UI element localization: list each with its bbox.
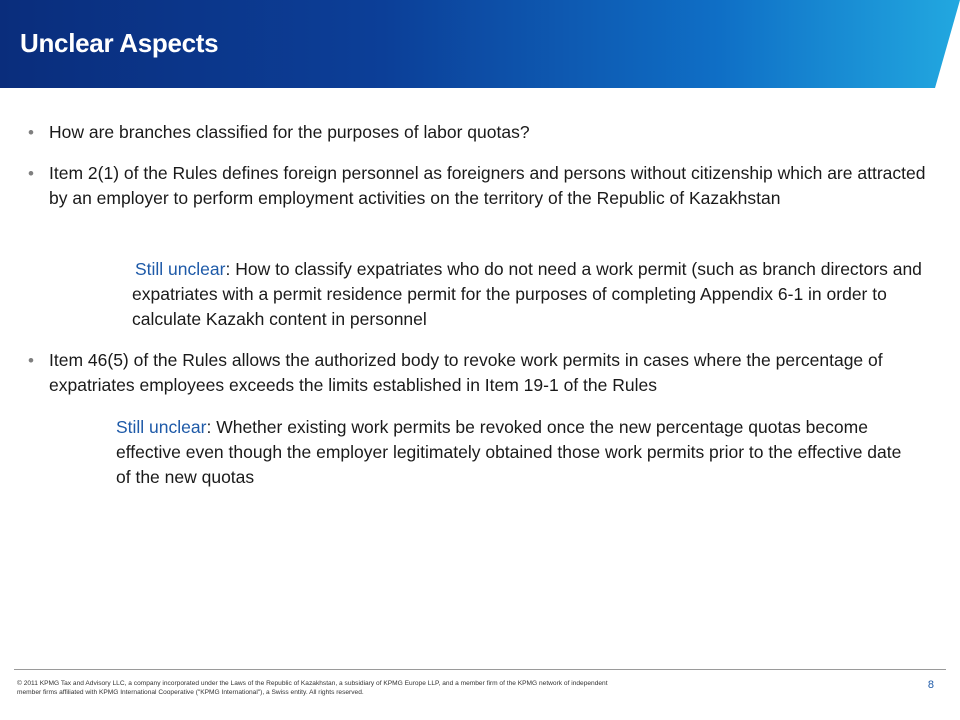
bullet-marker: •: [28, 351, 34, 370]
bullet-marker: •: [28, 164, 34, 183]
footer-divider: [14, 669, 946, 670]
bullet-item: [28, 348, 928, 398]
bullet-item: [28, 120, 928, 145]
note-block: [116, 415, 916, 490]
footer-copyright: © 2011 KPMG Tax and Advisory LLC, a company incorporated under the Laws of the Republic of Kazakhstan, a subsidiary of KPMG Europe LLP, and a member firm of the KPMG network of independent member firms affiliated with KPMG International Cooperative ("KPMG International"), a Swiss entity. All rights reserved.: [17, 680, 608, 696]
bullet-marker: •: [28, 123, 34, 142]
note-block: [132, 257, 922, 332]
note-text: : Whether existing work permits be revoked once the new percentage quotas become effective even though the employer legitimately obtained those work permits prior to the effective date of the new quotas: [116, 417, 902, 487]
bullet-item: [28, 161, 928, 211]
slide-title: Unclear Aspects: [20, 28, 219, 58]
bullet-text: How are branches classified for the purposes of labor quotas?: [49, 122, 530, 142]
bullet-text: Item 2(1) of the Rules defines foreign personnel as foreigners and persons without citizenship which are attracted by an employer to perform employment activities on the territory of the Republic of Kazakhstan: [49, 163, 926, 208]
page-number: 8: [927, 679, 934, 691]
bullet-text: Item 46(5) of the Rules allows the authorized body to revoke work permits in cases where the percentage of expatriates employees exceeds the limits established in Item 19-1 of the Rules: [49, 350, 883, 395]
note-text: : How to classify expatriates who do not need a work permit (such as branch directors and expatriates with a permit residence permit for the purposes of completing Appendix 6-1 in order to calculate Kazakh content in personnel: [132, 259, 922, 329]
note-label: Still unclear: [135, 259, 226, 279]
note-label: Still unclear: [116, 417, 207, 437]
